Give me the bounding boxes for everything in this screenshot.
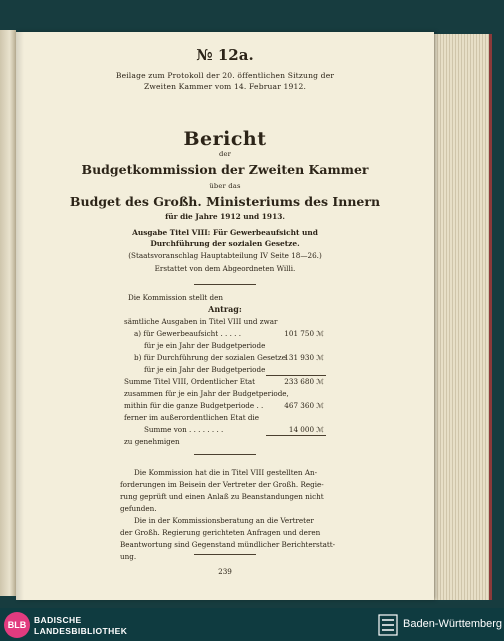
erstattet-by: Erstattet von dem Abgeordneten Willi. [154,264,296,273]
antrag-line: a) für Gewerbeaufsicht . . . . . [134,329,242,338]
paragraph-line: rung geprüft und einen Anlaß zu Beanstandungen nicht [120,492,324,501]
divider-2 [194,454,256,455]
antrag-amount: 467 360 ℳ [284,401,324,410]
antrag-line: sämtliche Ausgaben in Titel VIII und zwar [124,317,278,326]
title-der: der [218,150,232,158]
antrag-line: für je ein Jahr der Budgetperiode [144,341,266,350]
antrag-line: zu genehmigen [124,437,180,446]
antrag-amount: 233 680 ℳ [284,377,324,386]
divider-3 [194,554,256,555]
sum-rule [266,375,326,376]
ausgabe-line-1: Ausgabe Titel VIII: Für Gewerbeaufsicht und [132,228,318,237]
paragraph-line: ung. [120,552,137,561]
divider-1 [194,284,256,285]
antrag-heading: Antrag: [208,304,242,314]
antrag-line: ferner im außerordentlichen Etat die [124,413,260,422]
antrag-line: zusammen für je ein Jahr der Budgetperiode, [124,389,289,398]
staatsvoranschlag: (Staatsvoranschlag Hauptabteilung IV Seite 18—26.) [128,251,322,260]
beilage-line-1: Beilage zum Protokoll der 20. öffentlichen Sitzung der [115,71,335,80]
budget-years: für die Jahre 1912 und 1913. [165,212,285,221]
paragraph-line: gefunden. [120,504,157,513]
blb-line-1: BADISCHE [34,615,82,625]
report-title: Bericht [183,128,267,150]
antrag-amount: 101 750 ℳ [284,329,324,338]
antrag-intro: Die Kommission stellt den [128,293,224,302]
paragraph-line: Die Kommission hat die in Titel VIII gestellten An- [134,468,318,477]
paragraph-line: Die in der Kommissionsberatung an die Vertreter [134,516,314,525]
antrag-line: b) für Durchführung der sozialen Gesetze [134,353,286,362]
blb-line-2: LANDESBIBLIOTHEK [34,626,128,636]
commission-name: Budgetkommission der Zweiten Kammer [81,162,369,177]
antrag-line: mithin für die ganze Budgetperiode . . [124,401,264,410]
previous-page-edge [0,30,16,596]
budget-title: Budget des Großh. Ministeriums des Innern [69,194,381,209]
paragraph-line: forderungen im Beisein der Vertreter der Großh. Regie- [120,480,324,489]
bw-coat-of-arms-icon[interactable] [378,613,398,637]
title-ueber: über das [209,182,241,190]
antrag-line: Summe Titel VIII, Ordentlicher Etat [124,377,256,386]
paragraph-line: der Großh. Regierung gerichteten Anfragen und deren [120,528,321,537]
next-page-edge [432,34,492,600]
bw-label: Baden-Württemberg [403,618,503,630]
antrag-line: Summe von . . . . . . . . [144,425,224,434]
ausgabe-line-2: Durchführung der sozialen Gesetze. [150,239,300,248]
document-number: № 12a. [196,46,254,64]
antrag-amount: 131 930 ℳ [284,353,324,362]
page-number: 239 [218,567,232,576]
blb-logo-icon[interactable]: BLB [4,612,30,638]
document-page [16,32,434,600]
antrag-amount: 14 000 ℳ [288,425,324,434]
paragraph-line: Beantwortung sind Gegenstand mündlicher Berichterstatt- [120,540,336,549]
antrag-line: für je ein Jahr der Budgetperiode [144,365,266,374]
sum-rule [266,435,326,436]
beilage-line-2: Zweiten Kammer vom 14. Februar 1912. [143,82,307,91]
